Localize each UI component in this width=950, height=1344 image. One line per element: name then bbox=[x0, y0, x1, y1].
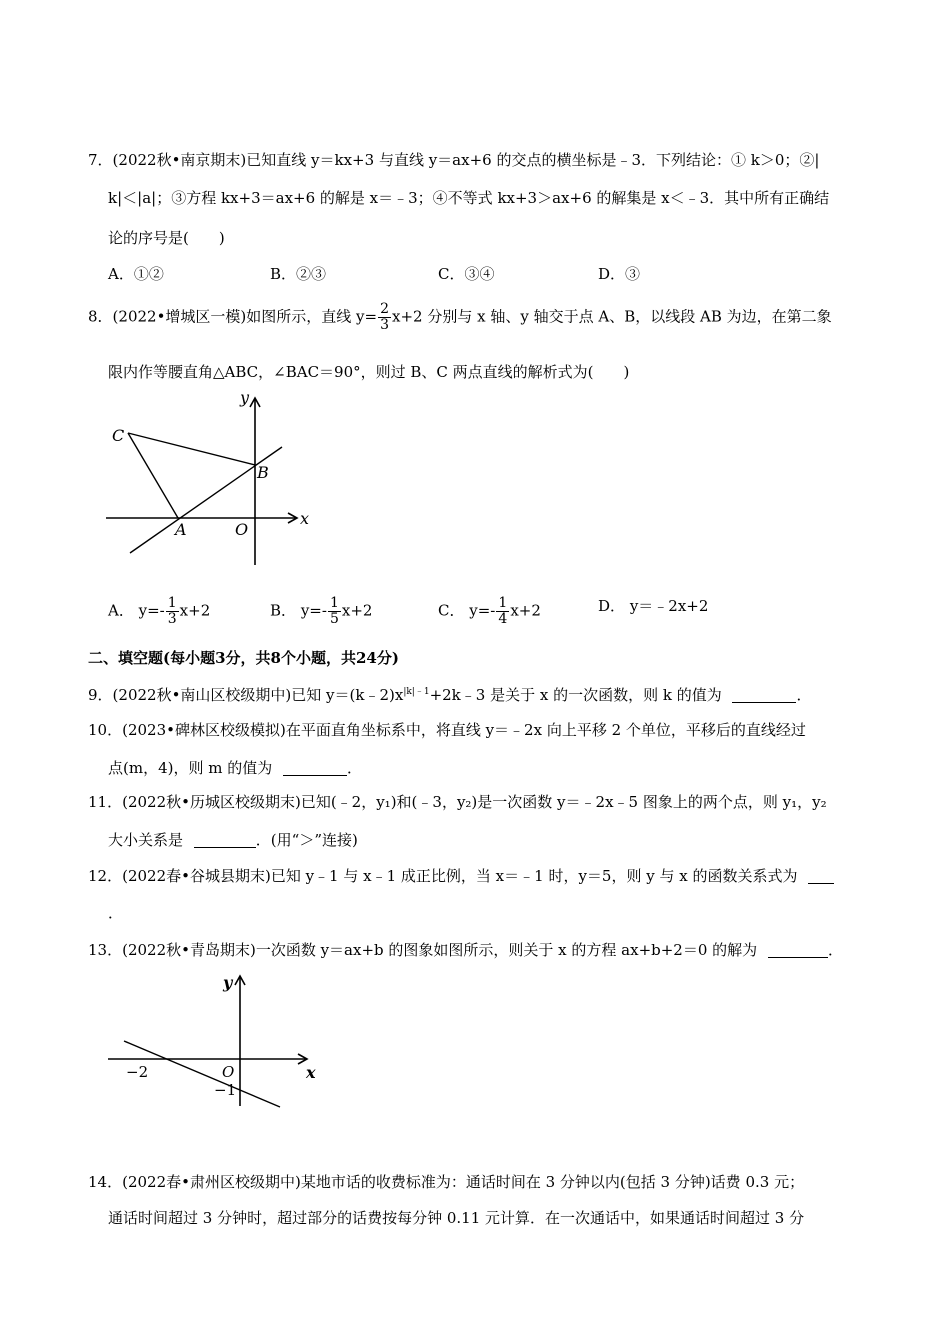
q10-end: ． bbox=[347, 759, 363, 777]
q8-segment-ca bbox=[128, 433, 178, 518]
q8-slope-numerator: 2 bbox=[380, 301, 390, 317]
q8-line1 bbox=[88, 302, 832, 333]
q12-answer-blank[interactable] bbox=[808, 869, 834, 884]
q11-line1: 11．(2022秋•历城区校级期末)已知(﹣2，y₁)和(﹣3，y₂)是一次函数 y＝﹣2x﹣5 图象上的两个点，则 y₁，y₂ bbox=[88, 793, 827, 811]
q10-line1: 10．(2023•碑林区校级模拟)在平面直角坐标系中，将直线 y＝﹣2x 向上平移 2 个单位，平移后的直线经过 bbox=[88, 721, 806, 739]
q8-option-b-lead: y=- bbox=[300, 601, 327, 620]
section-2-heading: 二、填空题(每小题3分，共8个小题，共24分) bbox=[88, 649, 399, 667]
q13-text: 13．(2022秋•青岛期末)一次函数 y＝ax+b 的图象如图所示，则关于 x 的方程 ax+b+2＝0 的解为 bbox=[88, 941, 758, 959]
q13-end: ． bbox=[827, 941, 843, 959]
q8-option-a bbox=[108, 596, 210, 627]
q8-option-b-letter: B． bbox=[270, 601, 297, 620]
q10-answer-blank[interactable] bbox=[283, 761, 347, 776]
q7-option-c: C．③④ bbox=[438, 265, 495, 283]
q8-option-a-numerator: 1 bbox=[167, 595, 177, 611]
q8-option-c-tail: x+2 bbox=[510, 601, 541, 620]
q9-text2: +2k﹣3 是关于 x 的一次函数，则 k 的值为 bbox=[429, 686, 722, 704]
q13-label-y: y bbox=[223, 973, 233, 992]
q8-option-c-lead: y=- bbox=[469, 601, 496, 620]
q8-option-b-denominator: 5 bbox=[329, 611, 339, 627]
q8-label-o: O bbox=[235, 520, 249, 539]
q9-answer-blank[interactable] bbox=[732, 688, 796, 703]
q11-line2 bbox=[108, 830, 358, 850]
q7-line2: k|＜|a|；③方程 kx+3＝ax+6 的解是 x＝﹣3；④不等式 kx+3＞ax+6 的解集是 x＜﹣3．其中所有正确结 bbox=[108, 189, 830, 207]
q10-text: 点(m，4)，则 m 的值为 bbox=[108, 759, 273, 777]
q12-text: 12．(2022春•谷城县期末)已知 y﹣1 与 x﹣1 成正比例，当 x＝﹣1 时，y＝5，则 y 与 x 的函数关系式为 bbox=[88, 867, 798, 885]
q8-figure bbox=[100, 385, 320, 575]
q9-exponent: |k|﹣1 bbox=[403, 687, 430, 697]
q13-label-x-intercept: −2 bbox=[126, 1063, 149, 1081]
q8-line2: 限内作等腰直角△ABC，∠BAC＝90°，则过 B、C 两点直线的解析式为( ) bbox=[108, 363, 630, 381]
q8-suffix: x+2 分别与 x 轴、y 轴交于点 A、B，以线段 AB 为边，在第二象 bbox=[392, 307, 832, 326]
q7-option-a: A．①② bbox=[108, 265, 164, 283]
q9-text: 9．(2022秋•南山区校级期中)已知 y＝(k﹣2)x bbox=[88, 686, 404, 704]
q8-option-b-tail: x+2 bbox=[341, 601, 373, 620]
q8-label-c: C bbox=[112, 426, 125, 445]
q14-line2: 通话时间超过 3 分钟时，超过部分的话费按每分钟 0.11 元计算．在一次通话中，如果通话时间超过 3 分 bbox=[108, 1209, 805, 1227]
q8-slope-denominator: 3 bbox=[380, 317, 390, 333]
q9-line bbox=[88, 682, 812, 705]
q8-label-x: x bbox=[300, 509, 310, 528]
q13-figure bbox=[100, 966, 340, 1116]
q8-option-d-letter: D． bbox=[598, 597, 626, 615]
q8-option-c-denominator: 4 bbox=[498, 611, 508, 627]
q12-line2: ． bbox=[108, 904, 124, 922]
q10-line2 bbox=[108, 758, 362, 778]
q8-option-a-denominator: 3 bbox=[167, 611, 177, 627]
q8-option-a-lead: y=- bbox=[138, 601, 165, 620]
q8-label-a: A bbox=[175, 520, 187, 539]
q13-label-x: x bbox=[306, 1063, 316, 1082]
q8-option-b-numerator: 1 bbox=[329, 595, 339, 611]
q8-option-c-fraction bbox=[496, 596, 509, 627]
q8-option-a-letter: A． bbox=[108, 601, 134, 620]
q12-line1 bbox=[88, 866, 834, 886]
q11-text: 大小关系是 bbox=[108, 831, 184, 849]
q8-option-b-fraction bbox=[328, 596, 341, 627]
q8-option-c-numerator: 1 bbox=[498, 595, 508, 611]
q8-option-a-tail: x+2 bbox=[179, 601, 211, 620]
q8-option-a-fraction bbox=[166, 596, 179, 627]
q8-prefix: 8．(2022•增城区一模)如图所示，直线 y= bbox=[88, 307, 378, 326]
q8-label-y: y bbox=[240, 388, 250, 407]
q13-line1 bbox=[88, 940, 843, 960]
q8-option-c bbox=[438, 596, 541, 627]
q8-option-d-text: y＝﹣2x+2 bbox=[629, 597, 709, 615]
q13-label-o: O bbox=[222, 1063, 235, 1081]
q8-option-b bbox=[270, 596, 372, 627]
q7-option-b: B．②③ bbox=[270, 265, 327, 283]
q13-label-y-intercept: −1 bbox=[214, 1081, 237, 1099]
q9-end: ． bbox=[796, 686, 812, 704]
q11-answer-blank[interactable] bbox=[194, 833, 256, 848]
q8-option-c-letter: C． bbox=[438, 601, 465, 620]
q7-line1: 7．(2022秋•南京期末)已知直线 y＝kx+3 与直线 y＝ax+6 的交点的横坐标是﹣3．下列结论：① k＞0；②| bbox=[88, 151, 820, 169]
q8-label-b: B bbox=[257, 463, 269, 482]
q8-slope-fraction bbox=[378, 302, 391, 333]
q8-segment-cb bbox=[128, 433, 255, 465]
q7-option-d: D．③ bbox=[598, 265, 641, 283]
q13-answer-blank[interactable] bbox=[768, 943, 828, 958]
q14-line1: 14．(2022春•肃州区校级期中)某地市话的收费标准为：通话时间在 3 分钟以内(包括 3 分钟)话费 0.3 元； bbox=[88, 1173, 805, 1191]
q7-line3: 论的序号是( ) bbox=[108, 229, 225, 247]
q11-text-end: ．(用“＞”连接) bbox=[255, 831, 358, 849]
q8-option-d bbox=[598, 596, 708, 616]
